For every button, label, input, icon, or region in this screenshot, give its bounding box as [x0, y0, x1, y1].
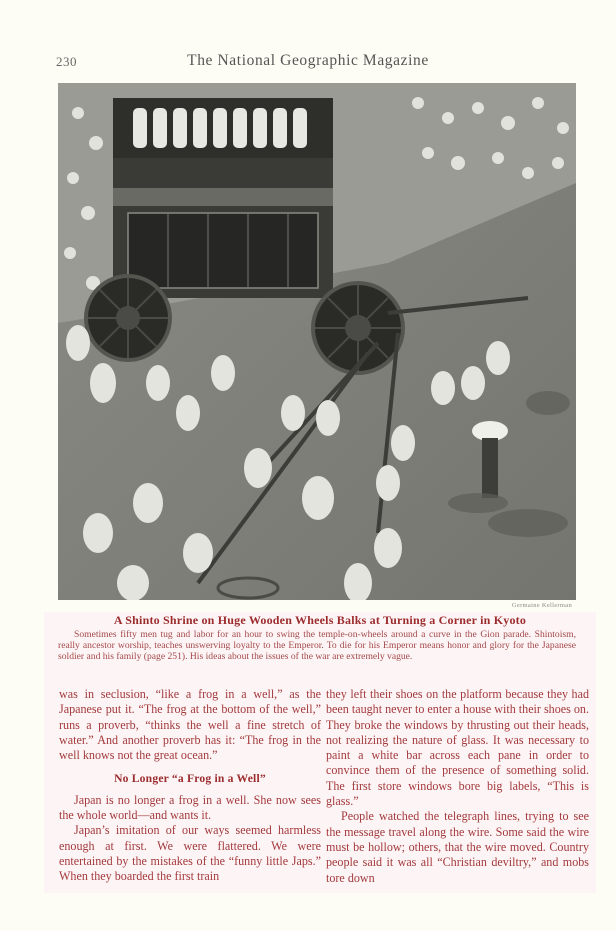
article-paragraph: Japan is no longer a frog in a well. She now sees the whole world—and wants it. [59, 792, 321, 823]
seated-men [133, 108, 307, 148]
article-paragraph: was in seclusion, “like a frog in a well,” as the Japanese put it. “The frog at the bottom of the well,” runs a proverb, “thinks the well a fine stretch of water.” And another proverb has it: “The frog in the well knows not the great ocean.” [59, 687, 321, 763]
caption-title: A Shinto Shrine on Huge Wooden Wheels Balks at Turning a Corner in Kyoto [113, 613, 527, 627]
article-paragraph: Japan’s imitation of our ways seemed harmless enough at first. We were flattered. We were entertained by the mistakes of the “funny little Japs.” When they boarded the first train [59, 823, 321, 884]
article-left-column [59, 687, 321, 885]
magazine-title: The National Geographic Magazine [187, 52, 429, 69]
article-right-column [326, 687, 589, 886]
article-subheading: No Longer “a Frog in a Well” [114, 772, 266, 786]
photo-credit: Germaine Kellerman [511, 602, 572, 609]
page-number: 230 [56, 54, 77, 69]
photo-illustration [58, 83, 576, 600]
shrine-frieze [113, 188, 333, 206]
caption-paragraph: Sometimes fifty men tug and labor for an hour to swing the temple-on-wheels around a curve in the Gion parade. Shintoism, really ancestor worship, teaches unswerving loyalty to the Emperor. To die for his Emperor means honor and glory for the Japanese soldier and his family (page 251). His ideas about the issues of the war are extremely vague. [58, 629, 576, 663]
shrine-panel [128, 213, 318, 288]
running-head [0, 52, 616, 72]
article-paragraph: they left their shoes on the platform because they had been taught never to enter a house with their shoes on. They broke the windows by thrusting out their heads, not realizing the nature of glass. It was necessary to paint a white bar across each pane in order to convince them of the presence of something solid. The first store windows bore big labels, “This is glass.” [326, 687, 589, 809]
article-paragraph: People watched the telegraph lines, trying to see the message travel along the wire. Some said the wire must be hollow; others, that the wire moved. Country people said it was all “Christian deviltry,” and mobs tore down [326, 809, 589, 885]
standing-figure [482, 438, 498, 498]
shrine-photograph [58, 83, 576, 600]
caption-text [58, 629, 576, 663]
